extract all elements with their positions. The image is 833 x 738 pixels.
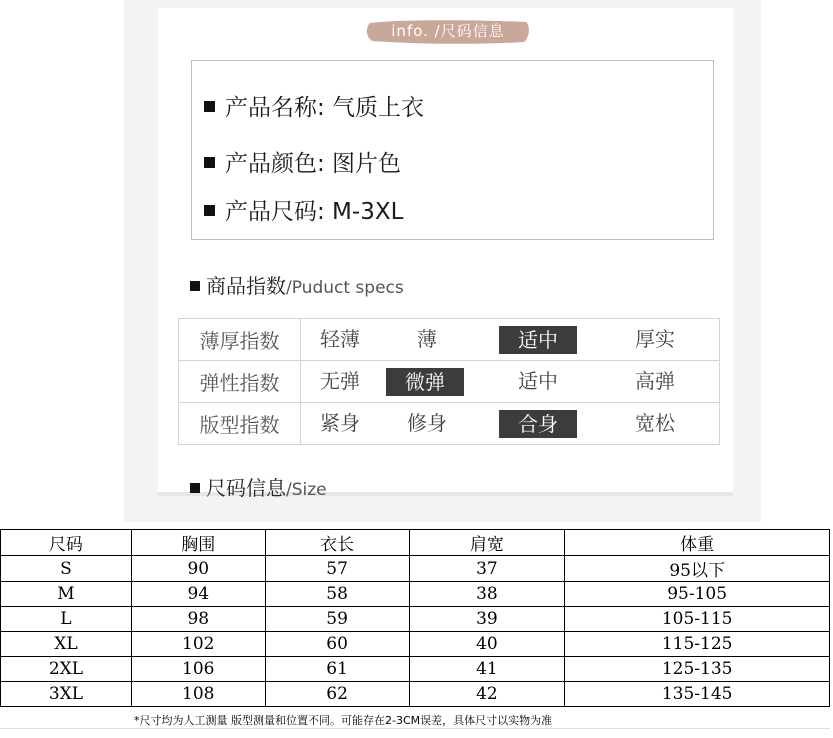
spec-option-selected: 合身 xyxy=(499,410,577,438)
spec-option: 厚实 xyxy=(635,327,675,351)
specs-table xyxy=(178,318,720,445)
table-row xyxy=(1,632,830,657)
spec-row xyxy=(179,403,720,445)
spec-option-selected: 适中 xyxy=(499,326,577,354)
bullet-square-icon xyxy=(190,483,200,493)
cell: 106 xyxy=(131,657,265,682)
specs-title: 商品指数 xyxy=(206,274,286,298)
spec-row xyxy=(179,319,720,361)
specs-title-en: /Puduct specs xyxy=(286,278,404,298)
cell: 125-135 xyxy=(565,657,830,682)
cell: L xyxy=(1,607,132,632)
header-size: 尺码 xyxy=(1,530,132,556)
spec-label: 弹性指数 xyxy=(179,361,301,403)
spec-option: 轻薄 xyxy=(320,327,360,351)
spec-option-selected: 微弹 xyxy=(386,368,464,396)
size-title-en: /Size xyxy=(286,480,327,500)
cell: 98 xyxy=(131,607,265,632)
spec-label: 薄厚指数 xyxy=(179,319,301,361)
spec-label: 版型指数 xyxy=(179,403,301,445)
cell: M xyxy=(1,582,132,607)
product-color-line xyxy=(204,145,401,178)
product-size: 产品尺码: M-3XL xyxy=(225,199,404,225)
product-info-box xyxy=(191,60,714,240)
cell: 42 xyxy=(409,682,565,707)
badge-text: info. /尺码信息 xyxy=(391,22,505,40)
cell: 105-115 xyxy=(565,607,830,632)
cell: 95以下 xyxy=(565,556,830,582)
product-color: 产品颜色: 图片色 xyxy=(225,151,402,177)
cell: 135-145 xyxy=(565,682,830,707)
cell: 61 xyxy=(265,657,409,682)
cell: 94 xyxy=(131,582,265,607)
cell: 39 xyxy=(409,607,565,632)
spec-options xyxy=(301,319,720,361)
cell: 90 xyxy=(131,556,265,582)
table-row xyxy=(1,657,830,682)
bullet-square-icon xyxy=(204,205,215,216)
spec-option: 适中 xyxy=(518,369,558,393)
table-row xyxy=(1,607,830,632)
cell: 102 xyxy=(131,632,265,657)
header-chest: 胸围 xyxy=(131,530,265,556)
cell: 59 xyxy=(265,607,409,632)
cell: S xyxy=(1,556,132,582)
spec-option: 高弹 xyxy=(635,369,675,393)
spec-option: 修身 xyxy=(407,411,447,435)
table-row xyxy=(1,682,830,707)
measurement-note: *尺寸均为人工测量 版型测量和位置不同。可能存在2-3CM误差，具体尺寸以实物为准 xyxy=(134,714,553,727)
bullet-square-icon xyxy=(204,101,215,112)
bullet-square-icon xyxy=(190,281,200,291)
table-row xyxy=(1,556,830,582)
table-row xyxy=(1,582,830,607)
cell: 62 xyxy=(265,682,409,707)
cell: 37 xyxy=(409,556,565,582)
spec-row xyxy=(179,361,720,403)
spec-options xyxy=(301,361,720,403)
cell: 57 xyxy=(265,556,409,582)
cell: 115-125 xyxy=(565,632,830,657)
specs-heading xyxy=(190,270,404,299)
spec-option: 无弹 xyxy=(320,369,360,393)
spec-option: 薄 xyxy=(417,327,437,351)
spec-options xyxy=(301,403,720,445)
cell: 3XL xyxy=(1,682,132,707)
cell: 2XL xyxy=(1,657,132,682)
cell: 108 xyxy=(131,682,265,707)
spec-option: 宽松 xyxy=(635,411,675,435)
header-weight: 体重 xyxy=(565,530,830,556)
product-name-line xyxy=(204,89,424,122)
spec-option: 紧身 xyxy=(320,411,360,435)
cell: XL xyxy=(1,632,132,657)
cell: 60 xyxy=(265,632,409,657)
size-title: 尺码信息 xyxy=(206,476,286,500)
size-heading xyxy=(190,472,327,501)
cell: 41 xyxy=(409,657,565,682)
size-table-header xyxy=(1,530,830,556)
info-badge xyxy=(364,18,532,45)
bullet-square-icon xyxy=(204,157,215,168)
header-shoulder: 肩宽 xyxy=(409,530,565,556)
cell: 58 xyxy=(265,582,409,607)
size-table xyxy=(0,529,830,707)
header-length: 衣长 xyxy=(265,530,409,556)
cell: 40 xyxy=(409,632,565,657)
cell: 95-105 xyxy=(565,582,830,607)
cell: 38 xyxy=(409,582,565,607)
product-name: 产品名称: 气质上衣 xyxy=(225,95,425,121)
product-size-line xyxy=(204,193,403,226)
